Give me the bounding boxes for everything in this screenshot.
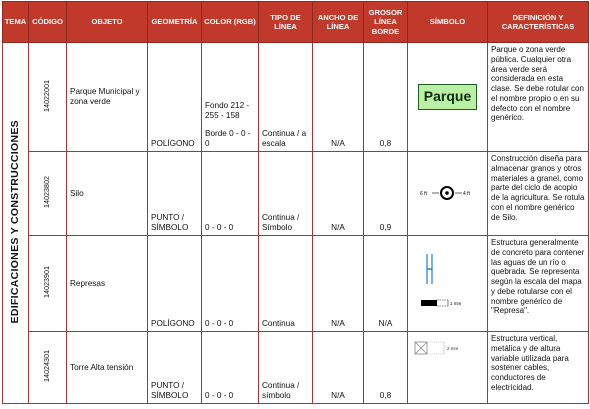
tema-cell <box>3 43 29 404</box>
catalog-table <box>2 1 589 404</box>
tipo-linea-cell: Continua <box>259 236 313 332</box>
grosor-cell: 0,8 <box>364 43 408 152</box>
color-cell: 0 - 0 - 0 <box>202 152 259 236</box>
grosor-cell: 0,9 <box>364 152 408 236</box>
codigo-cell: 14022001 <box>29 43 67 152</box>
header-tipo-linea: TIPO DE LÍNEA <box>259 2 313 43</box>
torre-icon <box>410 332 486 372</box>
objeto-cell: Silo <box>67 152 148 236</box>
header-geometria: GEOMETRÍA <box>148 2 202 43</box>
grosor-cell: N/A <box>364 236 408 332</box>
header-codigo: CÓDIGO <box>29 2 67 43</box>
represa-dim-label: 1 mm <box>449 301 461 306</box>
color-borde: Borde 0 - 0 - 0 <box>205 129 251 148</box>
objeto-cell: Represas <box>67 236 148 332</box>
grosor-cell: 0,8 <box>364 332 408 404</box>
table-row <box>3 152 589 236</box>
definicion-cell: Estructura vertical, metálica y de altura variable utilizada para sostener cables, conductores de electricidad. <box>488 332 589 404</box>
represa-icon <box>410 240 486 324</box>
ancho-linea-cell: N/A <box>313 332 364 404</box>
ancho-linea-cell: N/A <box>313 236 364 332</box>
codigo-cell: 14023802 <box>29 152 67 236</box>
geometria-cell: POLÍGONO <box>148 236 202 332</box>
torre-dim-label: 2 mm <box>446 346 458 351</box>
objeto-cell: Parque Municipal y zona verde <box>67 43 148 152</box>
table-row <box>3 43 589 152</box>
header-grosor-linea: GROSOR LÍNEA BORDE <box>364 2 408 43</box>
codigo-cell: 14024301 <box>29 332 67 404</box>
header-objeto: OBJETO <box>67 2 148 43</box>
ancho-linea-cell: N/A <box>313 152 364 236</box>
header-simbolo: SÍMBOLO <box>408 2 488 43</box>
table-row <box>3 332 589 404</box>
tipo-linea-cell: Continua / Símbolo <box>259 152 313 236</box>
silo-icon <box>418 182 478 202</box>
simbolo-cell <box>408 152 488 236</box>
geometria-cell: PUNTO / SÍMBOLO <box>148 152 202 236</box>
color-cell: 0 - 0 - 0 <box>202 332 259 404</box>
simbolo-cell <box>408 236 488 332</box>
geometria-cell: PUNTO / SÍMBOLO <box>148 332 202 404</box>
simbolo-cell <box>408 43 488 152</box>
tipo-linea-cell: Continua / símbolo <box>259 332 313 404</box>
header-ancho-linea: ANCHO DE LÍNEA <box>313 2 364 43</box>
header-color: COLOR (RGB) <box>202 2 259 43</box>
tipo-linea-cell: Continua / a escala <box>259 43 313 152</box>
codigo-cell: 14023901 <box>29 236 67 332</box>
definicion-cell: Construcción diseña para almacenar granos y otros materiales a granel, como parte del ciclo de acopio de la agricultura. Se rotula con el nombre genérico de Silo. <box>488 152 589 236</box>
geometria-cell: POLÍGONO <box>148 43 202 152</box>
color-cell <box>202 43 259 152</box>
color-fondo: Fondo 212 - 255 - 158 <box>205 101 250 120</box>
ancho-linea-cell: N/A <box>313 43 364 152</box>
simbolo-cell <box>408 332 488 404</box>
header-row <box>3 2 589 43</box>
color-cell: 0 - 0 - 0 <box>202 236 259 332</box>
definicion-cell: Estructura generalmente de concreto para contener las aguas de un río o quebrada. Se representa según la escala del mapa y debe rotularse con el nombre genérico de "Represa". <box>488 236 589 332</box>
objeto-cell: Torre Alta tensión <box>67 332 148 404</box>
definicion-cell: Parque o zona verde pública. Cualquier otra área verde será considerada en esta clase. Se debe rotular con el nombre propio o en su defecto con el nombre genérico. <box>488 43 589 152</box>
silo-dim-right: 4 ft <box>462 191 470 197</box>
parque-symbol: Parque <box>418 84 477 109</box>
header-definicion: DEFINICIÓN Y CARACTERÍSTICAS <box>488 2 589 43</box>
tema-label: EDIFICACIONES Y CONSTRUCCIONES <box>9 119 22 324</box>
silo-dim-left: 6 ft <box>419 191 427 197</box>
table-row <box>3 236 589 332</box>
header-tema: TEMA <box>3 2 29 43</box>
